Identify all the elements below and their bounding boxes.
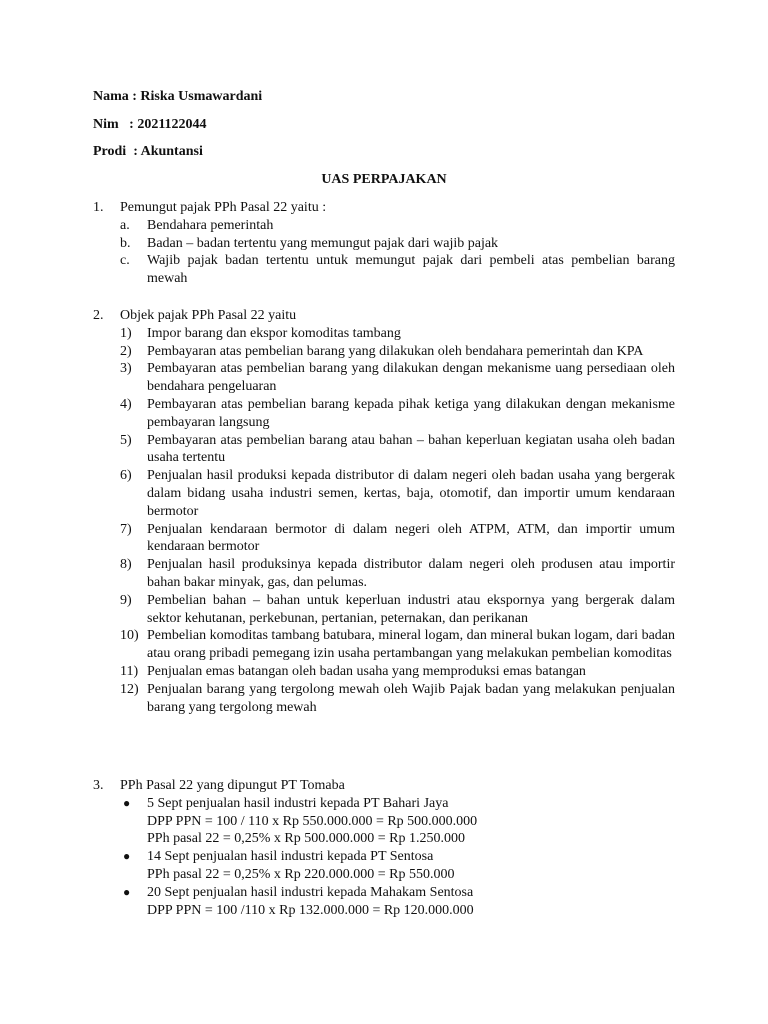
calculation-line: DPP PPN = 100 /110 x Rp 132.000.000 = Rp 120.000.000	[147, 902, 474, 918]
student-name: Nama : Riska Usmawardani	[93, 89, 263, 104]
list-marker: a.	[120, 217, 130, 233]
list-marker: 5)	[120, 432, 132, 448]
list-item-text: Pembayaran atas pembelian barang kepada pihak ketiga yang dilakukan dengan mekanisme pembayaran langsung	[147, 396, 675, 430]
list-item-text: Pembelian komoditas tambang batubara, mineral logam, dan mineral bukan logam, dari badan atau orang pribadi pemegang izin usaha pertambangan yang melakukan pembelian komoditas	[147, 628, 675, 662]
question-text: Objek pajak PPh Pasal 22 yaitu	[120, 308, 297, 323]
question-number: 1.	[93, 200, 104, 215]
list-item	[93, 556, 675, 592]
question-number: 3.	[93, 778, 104, 793]
list-item-text: Badan – badan tertentu yang memungut pajak dari wajib pajak	[147, 235, 499, 251]
list-item-text: Impor barang dan ekspor komoditas tambang	[147, 325, 401, 341]
list-item-text: Pembayaran atas pembelian barang atau bahan – bahan keperluan kegiatan usaha oleh badan usaha tertentu	[147, 432, 675, 466]
list-item-text: Pembelian bahan – bahan untuk keperluan industri atau ekspornya yang bergerak dalam sektor kehutanan, perkebunan, pertanian, peternakan, dan perikanan	[147, 592, 675, 626]
list-item-text: Pembayaran atas pembelian barang yang dilakukan dengan mekanisme uang persediaan oleh bendahara pengeluaran	[147, 361, 675, 395]
calculation-line: PPh pasal 22 = 0,25% x Rp 500.000.000 = Rp 1.250.000	[147, 831, 465, 847]
list-marker: 4)	[120, 396, 132, 412]
answer-list	[93, 325, 675, 717]
list-marker: b.	[120, 235, 131, 251]
list-item	[93, 252, 675, 288]
list-marker: 6)	[120, 468, 132, 484]
list-item-text: Bendahara pemerintah	[147, 217, 274, 233]
question-3	[93, 777, 675, 919]
document-title: UAS PERPAJAKAN	[321, 172, 447, 187]
bullet-icon: ●	[123, 884, 131, 899]
bullet-icon: ●	[123, 795, 131, 810]
list-item-text: Penjualan emas batangan oleh badan usaha yang memproduksi emas batangan	[147, 663, 586, 679]
list-item	[93, 360, 675, 396]
bullet-icon: ●	[123, 849, 131, 864]
calculation-line: PPh pasal 22 = 0,25% x Rp 220.000.000 = Rp 550.000	[147, 866, 455, 882]
answer-list	[93, 217, 675, 288]
list-marker: 2)	[120, 343, 132, 359]
list-item	[93, 325, 675, 343]
list-item	[93, 681, 675, 717]
question-1	[93, 199, 675, 288]
question-number: 2.	[93, 308, 104, 323]
list-marker: 10)	[120, 628, 139, 644]
list-item	[93, 521, 675, 557]
list-item	[93, 884, 675, 920]
question-text: PPh Pasal 22 yang dipungut PT Tomaba	[120, 778, 345, 793]
list-marker: 12)	[120, 681, 139, 697]
list-item-text: Penjualan barang yang tergolong mewah oleh Wajib Pajak badan yang melakukan penjualan barang yang tergolong mewah	[147, 681, 675, 715]
list-item-text: Wajib pajak badan tertentu untuk memungut pajak dari pembeli atas pembelian barang mewah	[147, 253, 675, 287]
list-marker: 11)	[120, 663, 139, 679]
list-item-text: Penjualan hasil produksinya kepada distributor dalam negeri oleh produsen atau importir bahan bakar minyak, gas, dan pelumas.	[147, 557, 675, 590]
list-marker: 8)	[120, 557, 132, 573]
list-item	[93, 663, 675, 681]
list-item-text: 5 Sept penjualan hasil industri kepada PT Bahari Jaya	[147, 795, 449, 811]
list-item	[93, 795, 675, 848]
list-item-text: Pembayaran atas pembelian barang yang dilakukan oleh bendahara pemerintah dan KPA	[147, 343, 644, 359]
list-item-text: Penjualan hasil produksi kepada distributor di dalam negeri oleh badan usaha yang bergerak dalam bidang usaha industri semen, kertas, baja, otomotif, dan importir umum kendaraan bermotor	[147, 468, 675, 519]
list-item	[93, 343, 675, 361]
list-marker: 7)	[120, 521, 132, 537]
list-item	[93, 848, 675, 884]
list-item-text: Penjualan kendaraan bermotor di dalam negeri oleh ATPM, ATM, dan importir umum kendaraan bermotor	[147, 521, 675, 555]
list-item-text: 14 Sept penjualan hasil industri kepada PT Sentosa	[147, 849, 434, 865]
list-item	[93, 396, 675, 432]
list-item	[93, 432, 675, 468]
question-2	[93, 307, 675, 716]
question-text: Pemungut pajak PPh Pasal 22 yaitu :	[120, 200, 327, 215]
list-item	[93, 627, 675, 663]
student-prodi: Prodi : Akuntansi	[93, 144, 203, 159]
list-marker: 1)	[120, 325, 132, 341]
list-item-text: 20 Sept penjualan hasil industri kepada Mahakam Sentosa	[147, 884, 474, 900]
list-item	[93, 467, 675, 520]
list-marker: 9)	[120, 592, 132, 608]
student-nim: Nim : 2021122044	[93, 117, 207, 132]
list-item	[93, 235, 675, 253]
list-marker: c.	[120, 253, 130, 269]
list-marker: 3)	[120, 361, 132, 377]
list-item	[93, 217, 675, 235]
list-item	[93, 592, 675, 628]
answer-list	[93, 795, 675, 920]
calculation-line: DPP PPN = 100 / 110 x Rp 550.000.000 = Rp 500.000.000	[147, 813, 478, 829]
